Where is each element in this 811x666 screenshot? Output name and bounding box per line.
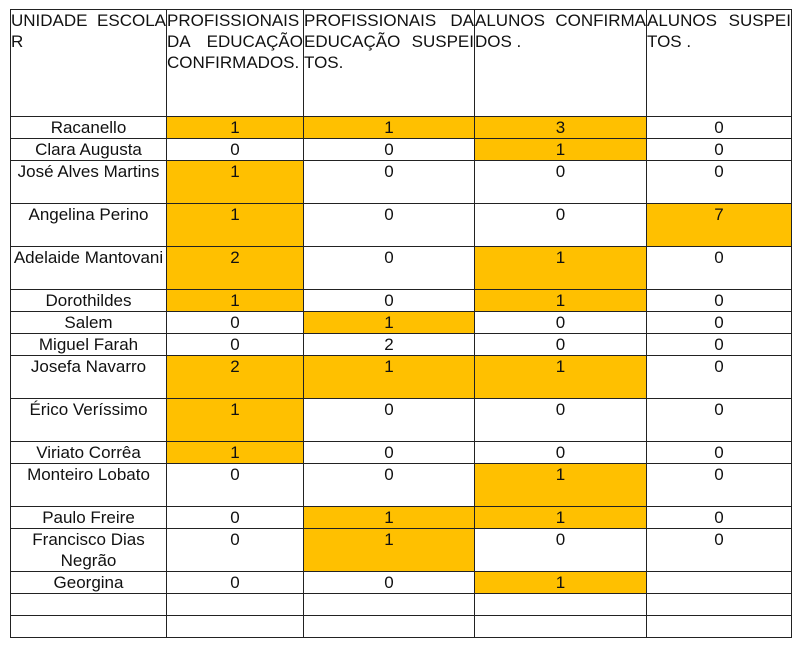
prof-suspeitos-cell: 1 — [304, 356, 475, 399]
table-row — [11, 290, 792, 312]
prof-confirmados-cell: 0 — [167, 139, 304, 161]
header-label: ALUNOS SUSPEITOS . — [647, 11, 791, 51]
alunos-suspeitos-cell: 0 — [647, 529, 792, 572]
alunos-suspeitos-cell: 0 — [647, 139, 792, 161]
school-name-cell: Dorothildes — [11, 290, 167, 312]
alunos-suspeitos-cell: 0 — [647, 442, 792, 464]
alunos-confirmados-cell: 0 — [475, 334, 647, 356]
alunos-confirmados-cell — [475, 616, 647, 638]
table-row — [11, 399, 792, 442]
header-row — [11, 10, 792, 117]
alunos-suspeitos-cell: 7 — [647, 204, 792, 247]
school-name-cell: Clara Augusta — [11, 139, 167, 161]
alunos-confirmados-cell: 1 — [475, 290, 647, 312]
prof-suspeitos-cell: 1 — [304, 117, 475, 139]
school-name-cell: Georgina — [11, 572, 167, 594]
school-name-cell — [11, 594, 167, 616]
alunos-confirmados-cell: 0 — [475, 312, 647, 334]
alunos-suspeitos-cell — [647, 572, 792, 594]
prof-suspeitos-cell: 1 — [304, 507, 475, 529]
school-name-cell: Viriato Corrêa — [11, 442, 167, 464]
prof-confirmados-cell: 1 — [167, 290, 304, 312]
prof-suspeitos-cell: 1 — [304, 312, 475, 334]
table-row — [11, 529, 792, 572]
alunos-confirmados-cell: 1 — [475, 356, 647, 399]
school-name-cell: Paulo Freire — [11, 507, 167, 529]
prof-confirmados-cell: 1 — [167, 204, 304, 247]
prof-suspeitos-cell: 0 — [304, 399, 475, 442]
alunos-confirmados-cell: 0 — [475, 529, 647, 572]
alunos-confirmados-cell: 3 — [475, 117, 647, 139]
table-row — [11, 572, 792, 594]
alunos-suspeitos-cell: 0 — [647, 356, 792, 399]
prof-suspeitos-cell: 0 — [304, 204, 475, 247]
table-row — [11, 464, 792, 507]
header-label: ALUNOS CONFIRMADOS . — [475, 11, 646, 51]
alunos-suspeitos-cell: 0 — [647, 464, 792, 507]
table-row — [11, 139, 792, 161]
school-name-cell: Miguel Farah — [11, 334, 167, 356]
alunos-suspeitos-cell: 0 — [647, 334, 792, 356]
alunos-confirmados-cell: 0 — [475, 161, 647, 204]
prof-confirmados-cell: 0 — [167, 572, 304, 594]
table-row — [11, 356, 792, 399]
prof-suspeitos-cell: 2 — [304, 334, 475, 356]
school-name-cell: Angelina Perino — [11, 204, 167, 247]
alunos-suspeitos-cell: 0 — [647, 161, 792, 204]
alunos-confirmados-cell: 1 — [475, 139, 647, 161]
alunos-confirmados-cell — [475, 594, 647, 616]
prof-confirmados-cell: 1 — [167, 442, 304, 464]
school-name-cell: Monteiro Lobato — [11, 464, 167, 507]
alunos-confirmados-cell: 0 — [475, 399, 647, 442]
header-profissionais-suspeitos — [304, 10, 475, 117]
school-name-cell: Salem — [11, 312, 167, 334]
alunos-suspeitos-cell — [647, 616, 792, 638]
table-row — [11, 161, 792, 204]
header-profissionais-confirmados — [167, 10, 304, 117]
header-alunos-confirmados — [475, 10, 647, 117]
table-row — [11, 594, 792, 616]
prof-suspeitos-cell: 0 — [304, 247, 475, 290]
table-row — [11, 204, 792, 247]
prof-confirmados-cell: 0 — [167, 529, 304, 572]
alunos-confirmados-cell: 1 — [475, 464, 647, 507]
alunos-suspeitos-cell: 0 — [647, 290, 792, 312]
alunos-confirmados-cell: 0 — [475, 442, 647, 464]
school-name-cell: Adelaide Mantovani — [11, 247, 167, 290]
alunos-suspeitos-cell: 0 — [647, 399, 792, 442]
school-name-cell — [11, 616, 167, 638]
prof-confirmados-cell: 1 — [167, 399, 304, 442]
table-row — [11, 247, 792, 290]
prof-suspeitos-cell — [304, 616, 475, 638]
prof-confirmados-cell: 0 — [167, 464, 304, 507]
alunos-confirmados-cell: 1 — [475, 507, 647, 529]
prof-confirmados-cell: 1 — [167, 161, 304, 204]
table-row — [11, 312, 792, 334]
alunos-suspeitos-cell — [647, 594, 792, 616]
prof-suspeitos-cell: 0 — [304, 139, 475, 161]
table-row — [11, 507, 792, 529]
prof-confirmados-cell: 1 — [167, 117, 304, 139]
table-row — [11, 616, 792, 638]
prof-suspeitos-cell: 0 — [304, 464, 475, 507]
prof-suspeitos-cell — [304, 594, 475, 616]
alunos-confirmados-cell: 1 — [475, 572, 647, 594]
school-name-cell: Racanello — [11, 117, 167, 139]
prof-confirmados-cell — [167, 594, 304, 616]
prof-suspeitos-cell: 0 — [304, 290, 475, 312]
prof-suspeitos-cell: 0 — [304, 442, 475, 464]
table-row — [11, 442, 792, 464]
prof-confirmados-cell: 0 — [167, 507, 304, 529]
table-row — [11, 334, 792, 356]
prof-confirmados-cell: 2 — [167, 247, 304, 290]
alunos-suspeitos-cell: 0 — [647, 117, 792, 139]
alunos-confirmados-cell: 0 — [475, 204, 647, 247]
school-name-cell: Francisco Dias Negrão — [11, 529, 167, 572]
school-name-cell: Érico Veríssimo — [11, 399, 167, 442]
school-name-cell: José Alves Martins — [11, 161, 167, 204]
school-name-cell: Josefa Navarro — [11, 356, 167, 399]
header-unidade-escolar — [11, 10, 167, 117]
prof-confirmados-cell — [167, 616, 304, 638]
alunos-suspeitos-cell: 0 — [647, 312, 792, 334]
header-label: UNIDADE ESCOLAR — [11, 11, 166, 51]
alunos-suspeitos-cell: 0 — [647, 247, 792, 290]
table-row — [11, 117, 792, 139]
alunos-suspeitos-cell: 0 — [647, 507, 792, 529]
prof-confirmados-cell: 0 — [167, 312, 304, 334]
header-alunos-suspeitos — [647, 10, 792, 117]
header-label: PROFISSIONAIS DA EDUCAÇÃO SUSPEITOS. — [304, 11, 474, 72]
header-label: PROFISSIONAIS DA EDUCAÇÃO CONFIRMADOS. — [167, 11, 303, 72]
prof-confirmados-cell: 0 — [167, 334, 304, 356]
school-cases-table — [10, 9, 792, 638]
prof-suspeitos-cell: 1 — [304, 529, 475, 572]
prof-confirmados-cell: 2 — [167, 356, 304, 399]
prof-suspeitos-cell: 0 — [304, 161, 475, 204]
alunos-confirmados-cell: 1 — [475, 247, 647, 290]
prof-suspeitos-cell: 0 — [304, 572, 475, 594]
